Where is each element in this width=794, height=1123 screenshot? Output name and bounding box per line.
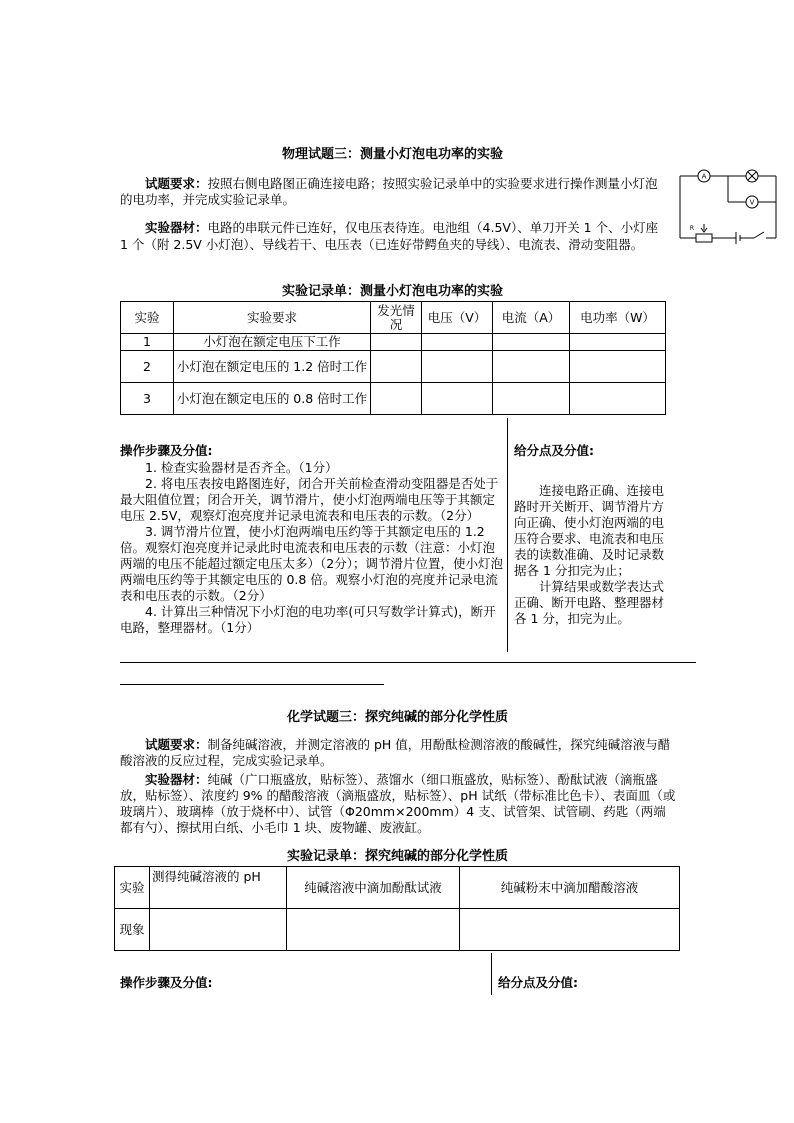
cell-current[interactable]	[493, 351, 570, 383]
header-current: 电流（A）	[493, 302, 570, 334]
header-phenolphthalein: 纯碱溶液中滴加酚酞试液	[287, 867, 460, 909]
column-divider	[507, 418, 508, 652]
physics-record-title: 实验记录单：测量小灯泡电功率的实验	[281, 284, 503, 299]
chemistry-title: 化学试题三：探究纯碱的部分化学性质	[286, 710, 508, 725]
cell-voltage[interactable]	[422, 383, 493, 415]
physics-requirements	[120, 176, 660, 208]
row-requirement: 小灯泡在额定电压的 0.8 倍时工作	[174, 383, 371, 415]
cell-voltage[interactable]	[422, 351, 493, 383]
section-divider	[120, 662, 696, 663]
physics-mat-label: 实验器材：	[145, 220, 208, 235]
section-divider-short	[120, 684, 384, 685]
score-paragraph: 计算结果或数学表达式正确、断开电路、整理器材各 1 分，扣完为止。	[514, 579, 665, 626]
table-row	[115, 909, 680, 951]
row-no: 1	[121, 334, 174, 351]
table-row	[121, 334, 666, 351]
physics-record-table	[120, 301, 666, 415]
header-power: 电功率（W）	[570, 302, 666, 334]
header-requirement: 实验要求	[174, 302, 371, 334]
column-divider	[491, 953, 492, 995]
physics-score-text	[514, 483, 670, 627]
header-experiment: 实验	[115, 867, 150, 909]
cell-phenolphthalein-result[interactable]	[287, 909, 460, 951]
chemistry-steps-label: 操作步骤及分值:	[120, 975, 213, 990]
resistor-label: R	[689, 225, 695, 232]
table-header-row	[121, 302, 666, 334]
header-voltage: 电压（V）	[422, 302, 493, 334]
table-row	[121, 351, 666, 383]
chemistry-record-table	[114, 866, 680, 951]
switch-symbol	[754, 232, 764, 238]
chemistry-req-label: 试题要求：	[145, 737, 208, 752]
physics-score-label: 给分点及分值:	[514, 443, 594, 458]
chemistry-record-title: 实验记录单：探究纯碱的部分化学性质	[286, 849, 508, 864]
step-item: 4. 计算出三种情况下小灯泡的电功率(可只写数学计算式)，断开电路，整理器材。（1分）	[120, 604, 496, 635]
row-phenomenon: 现象	[115, 909, 150, 951]
row-no: 2	[121, 351, 174, 383]
header-lighting: 发光情况	[371, 302, 422, 334]
step-item: 1. 检查实验器材是否齐全。（1分）	[145, 460, 338, 475]
chemistry-mat-label: 实验器材：	[145, 772, 208, 787]
step-item: 3. 调节滑片位置，使小灯泡两端电压约等于其额定电压的 1.2 倍。观察灯泡亮度并记录此时电流表和电压表的示数（注意：小灯泡两端的电压不能超过额定电压太多）（2分）；调节滑片位置，使小灯泡两端电压约等于其额定电压的 0.8 倍。观察小灯泡的亮度并记录电流表和电压表的示数。（2分）	[120, 524, 503, 603]
physics-title: 物理试题三：测量小灯泡电功率的实验	[281, 147, 503, 162]
physics-req-label: 试题要求：	[145, 176, 208, 191]
cell-lighting[interactable]	[371, 334, 422, 351]
rheostat-symbol	[696, 234, 712, 242]
table-row	[121, 383, 666, 415]
cell-ph-result[interactable]	[150, 909, 287, 951]
cell-current[interactable]	[493, 334, 570, 351]
row-requirement: 小灯泡在额定电压的 1.2 倍时工作	[174, 351, 371, 383]
header-acetic-acid: 纯碱粉末中滴加醋酸溶液	[460, 867, 680, 909]
physics-req-text: 按照右侧电路图正确连接电路；按照实验记录单中的实验要求进行操作测量小灯泡的电功率，并完成实验记录单。	[120, 176, 658, 207]
header-ph: 测得纯碱溶液的 pH	[150, 867, 287, 909]
row-no: 3	[121, 383, 174, 415]
physics-mat-text: 电路的串联元件已连好，仅电压表待连。电池组（4.5V）、单刀开关 1 个、小灯座 1 个（附 2.5V 小灯泡）、导线若干、电压表（已连好带鳄鱼夹的导线）、电流表、滑动变阻器。	[120, 220, 659, 252]
header-experiment: 实验	[121, 302, 174, 334]
cell-acetic-result[interactable]	[460, 909, 680, 951]
cell-lighting[interactable]	[371, 351, 422, 383]
circuit-diagram	[678, 166, 778, 246]
physics-materials	[120, 220, 668, 253]
chemistry-requirements	[120, 737, 676, 769]
chemistry-mat-text: 纯碱（广口瓶盛放，贴标签）、蒸馏水（细口瓶盛放，贴标签）、酚酞试液（滴瓶盛放，贴标签）、浓度约 9% 的醋酸溶液（滴瓶盛放，贴标签）、pH 试纸（带标准比色卡）、表面皿（或玻璃片）、玻璃棒（放于烧杯中）、试管（Φ20mm×200mm）4 支、试管架、试管刷、药匙（两端都有勺）、擦拭用白纸、小毛巾 1 块、废物罐、废液缸。	[120, 772, 676, 835]
chemistry-req-text: 制备纯碱溶液，并测定溶液的 pH 值，用酚酞检测溶液的酸碱性，探究纯碱溶液与醋酸溶液的反应过程，完成实验记录单。	[120, 737, 671, 768]
cell-voltage[interactable]	[422, 334, 493, 351]
row-requirement: 小灯泡在额定电压下工作	[174, 334, 371, 351]
ammeter-label: A	[701, 172, 707, 181]
physics-steps	[120, 460, 504, 636]
chemistry-score-label: 给分点及分值:	[498, 975, 578, 990]
step-item: 2. 将电压表按电路图连好，闭合开关前检查滑动变阻器是否处于最大阻值位置；闭合开关，调节滑片，使小灯泡两端电压等于其额定电压 2.5V，观察灯泡亮度并记录电流表和电压表的示数。（2分）	[120, 476, 499, 523]
cell-power[interactable]	[570, 383, 666, 415]
cell-power[interactable]	[570, 351, 666, 383]
cell-power[interactable]	[570, 334, 666, 351]
cell-lighting[interactable]	[371, 383, 422, 415]
chemistry-materials	[120, 772, 676, 836]
voltmeter-label: V	[749, 198, 755, 207]
score-paragraph: 连接电路正确、连接电路时开关断开、调节滑片方向正确、使小灯泡两端的电压符合要求、电流表和电压表的读数准确、及时记录数据各 1 分扣完为止；	[514, 483, 665, 578]
cell-current[interactable]	[493, 383, 570, 415]
physics-steps-label: 操作步骤及分值:	[120, 443, 213, 458]
table-header-row	[115, 867, 680, 909]
